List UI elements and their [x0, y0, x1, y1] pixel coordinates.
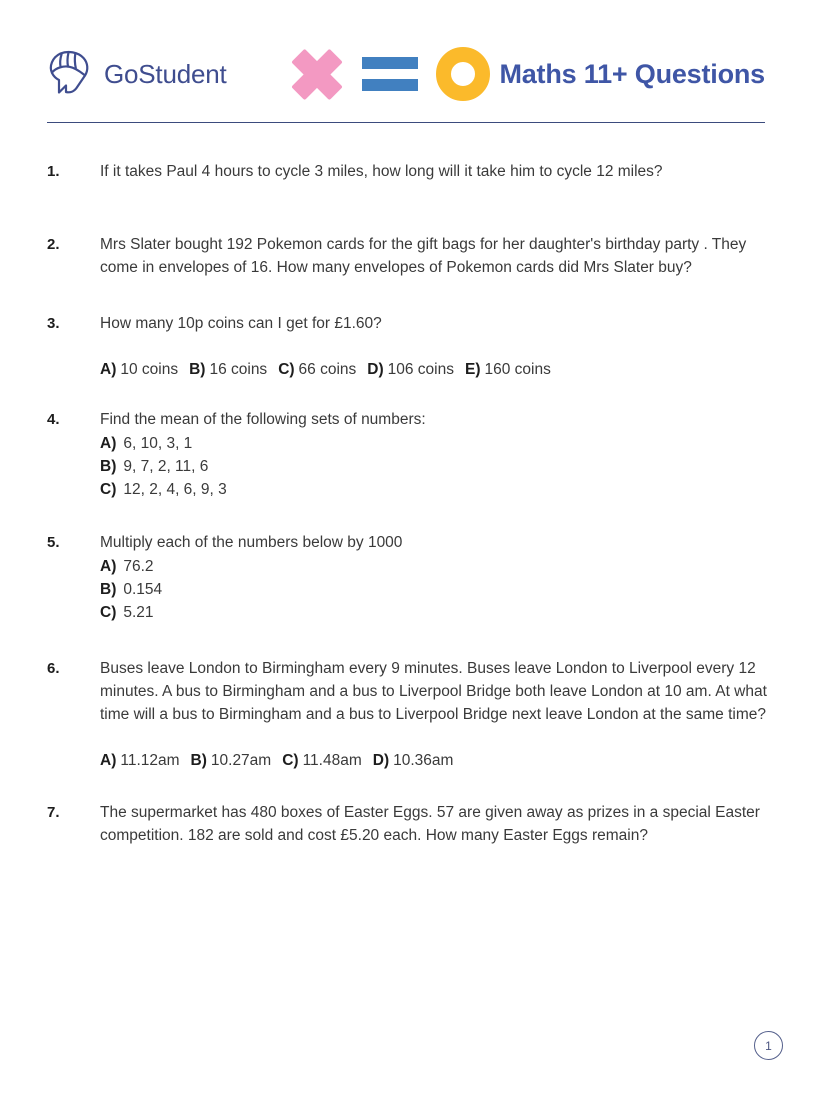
- question-body: [100, 657, 787, 772]
- answer-option-value: 6, 10, 3, 1: [123, 435, 193, 452]
- answer-option-value: 66 coins: [298, 361, 357, 378]
- decorative-symbols: [290, 47, 490, 101]
- answer-options: [100, 555, 787, 624]
- page-title: Maths 11+ Questions: [499, 58, 765, 89]
- question-number: 7.: [47, 804, 60, 821]
- question-item: [47, 312, 787, 381]
- question-number: 6.: [47, 660, 60, 677]
- answer-option-label: C): [278, 361, 295, 378]
- answer-option-label: B): [100, 458, 117, 475]
- question-item: [47, 160, 787, 183]
- answer-option-value: 106 coins: [387, 361, 454, 378]
- answer-option-label: C): [282, 752, 299, 769]
- page-header: [47, 38, 765, 110]
- answer-option-value: 9, 7, 2, 11, 6: [123, 458, 209, 475]
- answer-option[interactable]: [278, 361, 356, 378]
- question-item: [47, 531, 787, 624]
- gostudent-logo-icon: [47, 49, 93, 99]
- question-body: [100, 408, 787, 501]
- multiply-symbol-icon: [290, 47, 344, 101]
- brand-lockup: [47, 49, 257, 99]
- header-divider: [47, 122, 765, 123]
- question-item: [47, 801, 787, 847]
- answer-option[interactable]: [465, 361, 551, 378]
- answer-option-value: 11.12am: [120, 752, 180, 769]
- answer-option-value: 10.27am: [210, 752, 272, 769]
- answer-option[interactable]: [100, 555, 787, 578]
- answer-option-label: B): [190, 752, 207, 769]
- question-number: 2.: [47, 236, 60, 253]
- answer-option-label: E): [465, 361, 481, 378]
- answer-option[interactable]: [100, 752, 180, 769]
- answer-option-value: 12, 2, 4, 6, 9, 3: [123, 481, 227, 498]
- answer-option-label: D): [372, 752, 390, 769]
- answer-option-value: 0.154: [123, 581, 163, 598]
- answer-option-value: 10 coins: [120, 361, 179, 378]
- answer-option-value: 16 coins: [209, 361, 268, 378]
- page-number-badge: [754, 1031, 783, 1060]
- answer-option-label: A): [100, 435, 117, 452]
- answer-option-label: B): [189, 361, 206, 378]
- question-text: Buses leave London to Birmingham every 9 minutes. Buses leave London to Liverpool every 12 minutes. A bus to Birmingham and a bus to Liverpool Bridge both leave London at 10 am. At what time will a bus to Birmingham and a bus to Liverpool Bridge next leave London at the same time?: [100, 660, 767, 723]
- answer-option-label: B): [100, 581, 117, 598]
- question-item: [47, 408, 787, 501]
- answer-option-value: 11.48am: [302, 752, 362, 769]
- answer-option[interactable]: [100, 455, 787, 478]
- circle-symbol-icon: [436, 47, 490, 101]
- question-text: How many 10p coins can I get for £1.60?: [100, 315, 382, 332]
- answer-option[interactable]: [100, 478, 787, 501]
- question-text: The supermarket has 480 boxes of Easter Eggs. 57 are given away as prizes in a special Easter competition. 182 are sold and cost £5.20 each. How many Easter Eggs remain?: [100, 804, 760, 844]
- equals-symbol-icon: [362, 54, 418, 94]
- brand-name: GoStudent: [104, 58, 227, 89]
- answer-option[interactable]: [100, 361, 178, 378]
- answer-options: [100, 358, 787, 381]
- question-body: [100, 801, 787, 847]
- question-text: If it takes Paul 4 hours to cycle 3 miles, how long will it take him to cycle 12 miles?: [100, 163, 663, 180]
- answer-option[interactable]: [100, 432, 787, 455]
- question-text: Multiply each of the numbers below by 1000: [100, 534, 403, 551]
- question-number: 1.: [47, 163, 60, 180]
- answer-options: [100, 432, 787, 501]
- answer-option-label: A): [100, 752, 117, 769]
- question-number: 5.: [47, 534, 60, 551]
- answer-option[interactable]: [191, 752, 272, 769]
- answer-options: [100, 749, 787, 772]
- question-item: [47, 657, 787, 772]
- answer-option[interactable]: [373, 752, 454, 769]
- question-body: [100, 312, 787, 381]
- question-item: [47, 233, 787, 279]
- question-number: 3.: [47, 315, 60, 332]
- question-number: 4.: [47, 411, 60, 428]
- question-text: Mrs Slater bought 192 Pokemon cards for the gift bags for her daughter's birthday party . They come in envelopes of 16. How many envelopes of Pokemon cards did Mrs Slater buy?: [100, 236, 747, 276]
- answer-option-value: 160 coins: [484, 361, 551, 378]
- answer-option-label: A): [100, 558, 117, 575]
- answer-option-value: 5.21: [123, 604, 154, 621]
- answer-option-label: D): [367, 361, 384, 378]
- answer-option[interactable]: [100, 601, 787, 624]
- answer-option[interactable]: [367, 361, 454, 378]
- question-body: [100, 160, 787, 183]
- answer-option-value: 76.2: [123, 558, 154, 575]
- questions-list: [47, 160, 787, 847]
- answer-option-label: C): [100, 604, 117, 621]
- answer-option[interactable]: [282, 752, 362, 769]
- answer-option-label: C): [100, 481, 117, 498]
- answer-option-value: 10.36am: [393, 752, 454, 769]
- question-body: [100, 233, 787, 279]
- answer-option[interactable]: [100, 578, 787, 601]
- question-text: Find the mean of the following sets of numbers:: [100, 411, 426, 428]
- answer-option-label: A): [100, 361, 117, 378]
- page-number: 1: [765, 1038, 772, 1053]
- answer-option[interactable]: [189, 361, 267, 378]
- question-body: [100, 531, 787, 624]
